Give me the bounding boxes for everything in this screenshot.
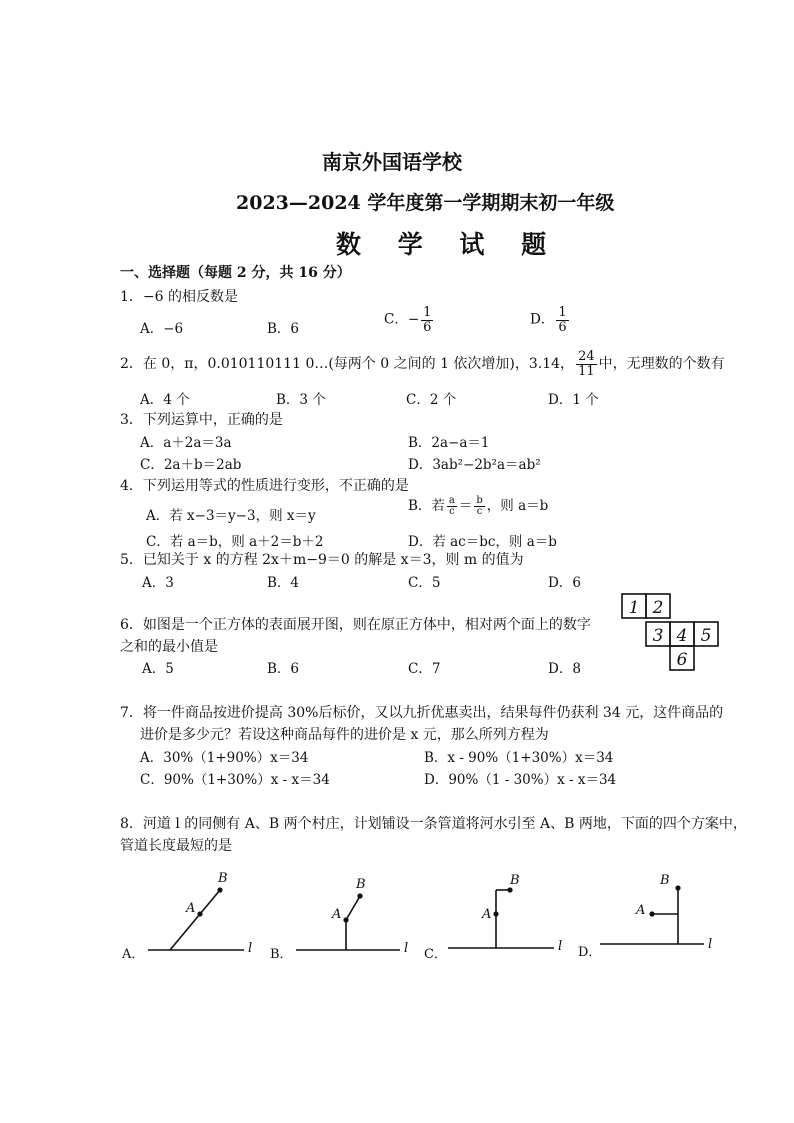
net-digit-6: 6 <box>676 650 688 670</box>
q8c-label-point-a: A <box>482 907 492 922</box>
q8a-label-point-a: A <box>186 901 196 916</box>
q4-option-d: D．若 ac＝bc，则 a＝b <box>408 534 557 550</box>
q1-option-c <box>384 306 435 334</box>
q1-c-fraction <box>421 306 433 334</box>
q2-stem-a: 2．在 0，π，0.010110111 0…(每两个 0 之间的 1 依次增加)，3.14， <box>120 356 575 373</box>
q4-b-prefix: B．若 <box>408 498 445 514</box>
q4-stem: 4．下列运用等式的性质进行变形，不正确的是 <box>120 478 409 494</box>
q4-b-eq: ＝ <box>458 498 473 514</box>
net-digit-4: 4 <box>676 626 688 646</box>
q2-stem <box>120 350 725 378</box>
q3-option-a: A．a＋2a＝3a <box>140 435 232 451</box>
q3-stem: 3．下列运算中，正确的是 <box>120 412 283 428</box>
net-digit-3: 3 <box>652 626 664 646</box>
q1-option-b: B．6 <box>267 321 300 337</box>
q4-b-frac1 <box>447 496 457 518</box>
q8-label-b: B． <box>270 947 293 962</box>
q1-d-fraction <box>556 306 568 334</box>
q2-option-b: B．3 个 <box>276 392 326 408</box>
q8a-label-point-b: B <box>218 871 228 886</box>
net-digit-1: 1 <box>628 598 640 618</box>
q8d-point-a <box>649 911 654 916</box>
q5-option-d: D．6 <box>548 575 581 591</box>
q8-diagrams <box>118 866 718 966</box>
q7-option-b: B．x - 90%（1+30%）x＝34 <box>424 750 614 766</box>
q5-option-a: A．3 <box>142 575 174 591</box>
q8c-label-river: l <box>558 939 563 954</box>
q7-option-d: D．90%（1 - 30%）x - x＝34 <box>424 772 617 788</box>
q2-frac-num: 24 <box>578 349 595 364</box>
q1-stem: 1．−6 的相反数是 <box>120 289 238 305</box>
q6-option-c: C．7 <box>408 661 441 677</box>
q8d-label-point-a: A <box>636 903 646 918</box>
exam-term: 2023—2024 学年度第一学期期末初一年级 <box>236 192 615 214</box>
q5-option-b: B．4 <box>267 575 300 591</box>
section-title: 一、选择题（每题 2 分，共 16 分） <box>120 265 351 281</box>
q4-option-a: A．若 x−3＝y−3，则 x＝y <box>146 508 316 524</box>
net-digit-2: 2 <box>652 598 664 618</box>
q5-option-c: C．5 <box>408 575 441 591</box>
q2-frac-den: 11 <box>578 363 595 379</box>
q8d-point-b <box>675 885 680 890</box>
q4-b-d1: c <box>449 506 455 517</box>
q4-b-n2: b <box>476 494 483 506</box>
q8d-label-river: l <box>708 937 713 952</box>
q4-b-d2: c <box>476 506 483 517</box>
q6-stem-line2: 之和的最小值是 <box>120 639 218 655</box>
q8-stem-line1: 8．河道 l 的同侧有 A、B 两个村庄，计划铺设一条管道将河水引至 A、B 两地，下面的四个方案中， <box>120 816 747 832</box>
q8-stem-line2: 管道长度最短的是 <box>120 838 232 854</box>
q7-option-c: C．90%（1+30%）x - x＝34 <box>140 772 330 788</box>
q3-option-b: B．2a−a＝1 <box>408 435 490 451</box>
q5-stem: 5．已知关于 x 的方程 2x＋m−9＝0 的解是 x＝3，则 m 的值为 <box>120 552 524 568</box>
q6-stem-line1: 6．如图是一个正方体的表面展开图，则在原正方体中，相对两个面上的数字 <box>120 617 591 633</box>
q8a-label-river: l <box>248 941 253 956</box>
q8b-point-a <box>343 917 348 922</box>
q4-b-n1: a <box>448 494 455 506</box>
q1-d-den: 6 <box>558 319 567 335</box>
q1-option-d <box>530 306 571 334</box>
q8b-point-b <box>357 893 362 898</box>
school-name: 南京外国语学校 <box>322 150 462 174</box>
q1-c-prefix: C．− <box>384 311 420 328</box>
q8c-point-a <box>493 911 498 916</box>
q8b-label-point-b: B <box>356 877 366 892</box>
q2-option-c: C．2 个 <box>406 392 457 408</box>
q8b-pipe-ab <box>346 896 360 920</box>
q1-c-num: 1 <box>423 305 432 320</box>
q8-label-c: C． <box>424 947 447 962</box>
q1-c-den: 6 <box>423 319 432 335</box>
page-title: 数 学 试 题 <box>336 230 561 259</box>
q2-option-a: A．4 个 <box>140 392 190 408</box>
q7-stem-line1: 7．将一件商品按进价提高 30%后标价，又以九折优惠卖出，结果每件仍获利 34 元，这件商品的 <box>120 705 724 721</box>
q6-option-d: D．8 <box>548 661 581 677</box>
q4-b-frac2 <box>474 496 484 518</box>
q8-label-a: A． <box>122 947 145 962</box>
q6-option-a: A．5 <box>142 661 174 677</box>
q4-option-c: C．若 a＝b，则 a＋2＝b＋2 <box>146 534 324 550</box>
q8a-point-b <box>217 887 222 892</box>
q8b-label-river: l <box>404 941 409 956</box>
q8a-point-a <box>197 911 202 916</box>
q8c-label-point-b: B <box>510 873 520 888</box>
q7-stem-line2: 进价是多少元？若设这种商品每件的进价是 x 元，那么所列方程为 <box>140 727 549 743</box>
net-digit-5: 5 <box>700 626 712 646</box>
q8d-label-point-b: B <box>660 873 670 888</box>
q7-option-a: A．30%（1+90%）x＝34 <box>140 750 309 766</box>
q8b-label-point-a: A <box>332 907 342 922</box>
q8a-pipe <box>170 890 220 950</box>
q2-stem-b: 中，无理数的个数有 <box>598 356 725 373</box>
q3-option-c: C．2a＋b＝2ab <box>140 457 242 473</box>
q1-d-prefix: D． <box>530 311 555 328</box>
q1-option-a: A．−6 <box>140 321 184 337</box>
q4-b-suffix: ，则 a＝b <box>486 498 549 514</box>
cube-net-figure <box>620 592 732 680</box>
q2-fraction <box>576 350 597 378</box>
q1-d-num: 1 <box>558 305 567 320</box>
q4-option-b <box>408 494 548 518</box>
q2-option-d: D．1 个 <box>548 392 599 408</box>
q8c-point-b <box>507 887 512 892</box>
q6-option-b: B．6 <box>267 661 300 677</box>
q8-label-d: D． <box>578 945 602 960</box>
q3-option-d: D．3ab²−2b²a＝ab² <box>408 457 541 473</box>
